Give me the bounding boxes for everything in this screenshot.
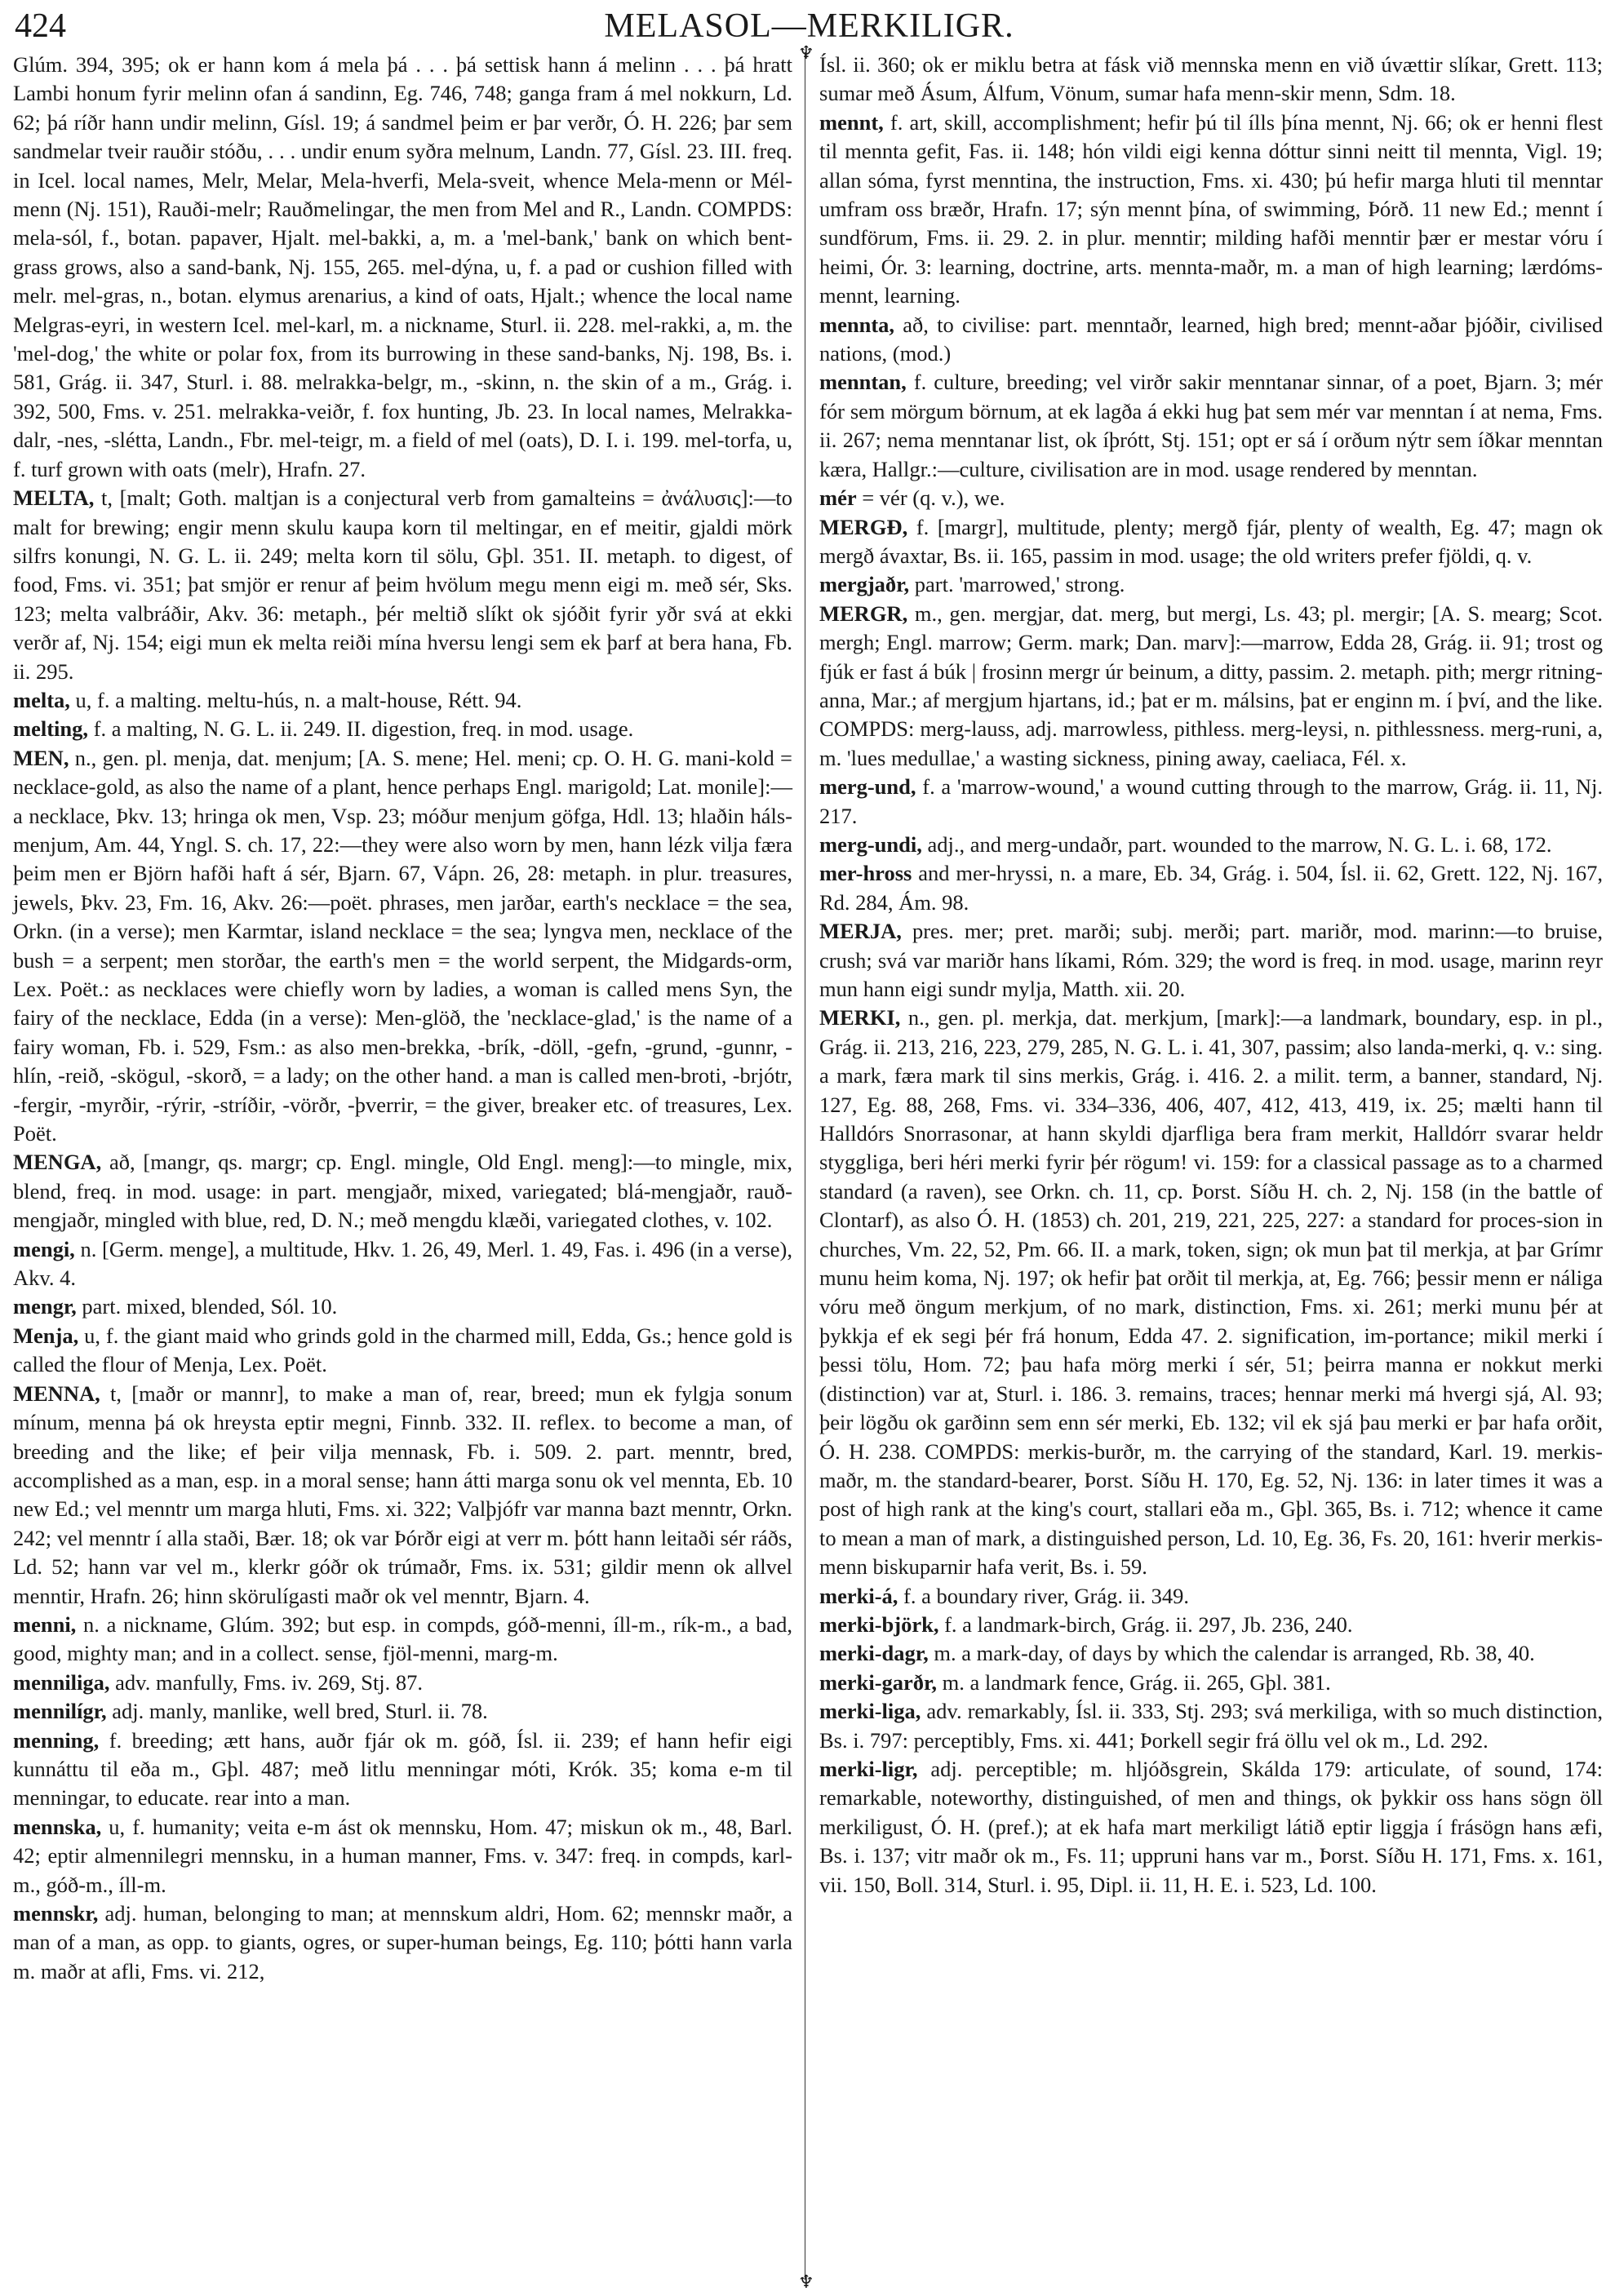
entry-headword: MERGÐ,	[819, 514, 908, 539]
entry-headword: mennilígr,	[13, 1699, 107, 1724]
dictionary-entry	[13, 1380, 792, 1611]
dictionary-entry	[13, 686, 792, 715]
entry-headword: mennska,	[13, 1814, 102, 1839]
entry-definition: að, [mangr, qs. margr; cp. Engl. mingle, Old Engl. meng]:—to mingle, mix, blend, freq. in mod. usage: in part. mengjaðr, mixed, variegated; blá-mengjaðr, rauð-mengjaðr, mingled with blue, red, D. N.; með mengdu klæði, variegated clothes, v. 102.	[13, 1150, 792, 1233]
dictionary-entry	[13, 1899, 792, 1986]
entry-headword: Menja,	[13, 1323, 79, 1348]
divider-ornament-icon: ♆	[798, 42, 814, 63]
entry-headword: menning,	[13, 1727, 100, 1753]
entry-definition: part. 'marrowed,' strong.	[909, 572, 1125, 597]
dictionary-entry	[13, 1813, 792, 1899]
entry-definition: f. a 'marrow-wound,' a wound cutting through to the marrow, Grág. ii. 11, Nj. 217.	[819, 774, 1603, 828]
entry-definition: adv. remarkably, Ísl. ii. 333, Stj. 293; svá merkiliga, with so much distinction, Bs. i. 797: perceptibly, Fms. xi. 441; Þorkell segir frá öllu vel ok m., Ld. 292.	[819, 1699, 1603, 1753]
entry-headword: MERJA,	[819, 919, 902, 944]
dictionary-entry	[13, 51, 792, 484]
entry-definition: and mer-hryssi, n. a mare, Eb. 34, Grág. i. 504, Ísl. ii. 62, Grett. 122, Nj. 167, Rd. 284, Ám. 98.	[819, 861, 1603, 915]
entry-headword: menniliga,	[13, 1669, 110, 1695]
entry-headword: menni,	[13, 1611, 77, 1637]
entry-headword: merki-liga,	[819, 1699, 921, 1724]
entry-definition: f. breeding; ætt hans, auðr fjár ok m. góð, Ísl. ii. 239; ef hann hefir eigi kunnáttu til eða m., Gþl. 487; með litlu menningar móti, Krók. 35; koma e-m til menningar, to educate. rear into a man.	[13, 1727, 792, 1811]
dictionary-entry	[819, 1004, 1603, 1581]
entry-headword: MERGR,	[819, 601, 908, 626]
right-column	[819, 51, 1603, 1899]
entry-definition: m. a mark-day, of days by which the calendar is arranged, Rb. 38, 40.	[928, 1641, 1535, 1666]
entry-definition: pres. mer; pret. marði; subj. merði; part. mariðr, mod. marinn:—to bruise, crush; svá var mariðr hans líkami, Róm. 329; the word is freq. in mod. usage, marinn reyr mun hann eigi sundr mylja, Matth. xii. 20.	[819, 919, 1603, 1001]
entry-definition: f. culture, breeding; vel virðr sakir menntanar sinnar, of a poet, Bjarn. 3; mér fór sem mörgum börnum, at ek lagða á ekki hug þat sem mér var menntan í at nema, Fms. ii. 267; nema menntanar list, ok íþrótt, Stj. 151; opt er sá í orðum nýtr sem íðkar menntan kæra, Hallgr.:—culture, civilisation are in mod. usage rendered by menntan.	[819, 370, 1603, 481]
dictionary-entry	[819, 513, 1603, 571]
dictionary-entry	[819, 917, 1603, 1004]
left-column	[13, 51, 792, 1986]
entry-definition: n. [Germ. menge], a multitude, Hkv. 1. 26, 49, Merl. 1. 49, Fas. i. 496 (in a verse), Akv. 4.	[13, 1236, 792, 1291]
dictionary-entry	[819, 570, 1603, 599]
dictionary-entry	[819, 831, 1603, 859]
dictionary-entry	[13, 715, 792, 743]
dictionary-entry	[13, 1669, 792, 1697]
entry-headword: MENGA,	[13, 1150, 102, 1175]
dictionary-entry	[819, 368, 1603, 484]
entry-definition: u, f. the giant maid who grinds gold in the charmed mill, Edda, Gs.; hence gold is called the flour of Menja, Lex. Poët.	[13, 1323, 792, 1377]
dictionary-entry	[819, 484, 1603, 512]
entry-definition: m. a landmark fence, Grág. ii. 265, Gþl. 381.	[937, 1669, 1331, 1695]
entry-definition: Glúm. 394, 395; ok er hann kom á mela þá . . . þá settisk hann á melinn . . . þá hratt Lambi honum fyrir melinn ofan á sandinn, Eg. 746, 748; ganga fram á mel nokkurn, Ld. 62; þá ríðr hann undir melinn, Gísl. 19; á sandmel þeim er þar verðr, Ó. H. 226; þar sem sandmelar tveir rauðir stóðu, . . . undir enum syðra melnum, Landn. 77, Gísl. 23. III. freq. in Icel. local names, Melr, Melar, Mela-hverfi, Mela-sveit, whence Mela-menn or Mél-menn (Nj. 151), Rauði-melr; Rauðmelingar, the men from Mel and R., Landn. COMPDS: mela-sól, f., botan. papaver, Hjalt. mel-bakki, a, m. a 'mel-bank,' bank on which bent-grass grows, also a sand-bank, Nj. 155, 265. mel-dýna, u, f. a pad or cushion filled with melr. mel-gras, n., botan. elymus arenarius, a kind of oats, Hjalt.; whence the local name Melgras-eyri, in western Icel. mel-karl, m. a nickname, Sturl. ii. 228. mel-rakki, a, m. the 'mel-dog,' the white or polar fox, from its burrowing in these sand-banks, Nj. 198, Bs. i. 581, Grág. ii. 347, Sturl. i. 88. melrakka-belgr, m., -skinn, n. the skin of a m., Grág. i. 392, 500, Fms. v. 251. melrakka-veiðr, f. fox hunting, Jb. 23. In local names, Melrakka-dalr, -nes, -slétta, Landn., Fbr. mel-teigr, m. a field of mel (oats), D. I. i. 199. mel-torfa, u, f. turf grown with oats (melr), Hrafn. 27.	[13, 52, 792, 481]
entry-definition: t, [maðr or mannr], to make a man of, rear, breed; mun ek fylgja sonum mínum, menna þá ok hreysta eptir megni, Finnb. 332. II. reflex. to become a man, of breeding and the like; ef þeir vilja mennask, Fb. i. 509. 2. part. menntr, bred, accomplished as a man, esp. in a moral sense; hann átti marga sonu ok vel mennta, Eb. 10 new Ed.; vel menntr um marga hluti, Fms. xi. 322; Valþjófr var manna bazt menntr, Orkn. 242; vel menntr í alla staði, Bær. 18; ok var Þórðr eigi at verr m. þótt hann leitaði sér ráðs, Ld. 52; hann var vel m., klerkr góðr ok trúmaðr, Fms. ix. 531; gildir menn ok allvel menntir, Hrafn. 26; hinn skörulígasti maðr ok vel menntr, Bjarn. 4.	[13, 1381, 792, 1608]
dictionary-entry	[819, 1639, 1603, 1668]
entry-definition: = vér (q. v.), we.	[856, 485, 1005, 511]
entry-definition: n., gen. pl. merkja, dat. merkjum, [mark]:—a landmark, boundary, esp. in pl., Grág. ii. 213, 216, 223, 279, 285, N. G. L. i. 41, 307, passim; also landa-merki, q. v.: sing. a mark, færa mark til sins merkis, Grág. i. 416. 2. a milit. term, a banner, standard, Nj. 127, Eg. 88, 268, Fms. vi. 334–336, 406, 407, 412, 413, 419, ix. 25; mælti hann til Halldórs Snorrasonar, at hann skyldi djarfliga bera fram merkit, Halldórr svarar heldr styggliga, beri héri merki fyrir þér rögum! vi. 159: for a classical passage as to a charmed standard (a raven), see Orkn. ch. 11, cp. Þorst. Síðu H. ch. 2, Nj. 158 (in the battle of Clontarf), as also Ó. H. (1853) ch. 201, 219, 221, 225, 227: a standard for proces-sion in churches, Vm. 22, 52, Pm. 66. II. a mark, token, sign; ok mun þat til merkja, at þar Grímr munu heim koma, Nj. 197; ok hefir þat orðit til merkja, at, Eg. 766; þessir menn er náliga vóru með öngum merkjum, of no mark, distinction, Fms. xi. 261; merki munu þér at þykkja ef ek segi þér frá honum, Edda 47. 2. signification, im-portance; mikil merki í þessi tölu, Hom. 72; þau hafa mörg merki í sér, 51; þeirra manna er nokkut merki (distinction) var at, Sturl. i. 186. 3. remains, traces; hennar merki má hvergi sjá, Al. 93; þeir lögðu ok garðinn sem enn sér merki, Eb. 132; vil ek sjá þau merki er þar hafa orðit, Ó. H. 238. COMPDS: merkis-burðr, m. the carrying of the standard, Karl. 19. merkis-maðr, m. the standard-bearer, Þorst. Síðu H. 170, Eg. 52, Nj. 136: in later times it was a post of high rank at the king's court, stallari eða m., Gþl. 365, Bs. i. 712; whence it came to mean a man of mark, a distinguished person, Ld. 10, Eg. 36, Fs. 20, 161: hverir merkis-menn biskuparnir hafa verit, Bs. i. 59.	[819, 1005, 1603, 1580]
entry-definition: að, to civilise: part. menntaðr, learned, high bred; mennt-aðar þjóðir, civilised nations, (mod.)	[819, 312, 1603, 366]
entry-headword: melting,	[13, 716, 88, 742]
entry-definition: f. a boundary river, Grág. ii. 349.	[898, 1583, 1189, 1608]
dictionary-entry	[13, 1292, 792, 1321]
entry-headword: mer-hross	[819, 861, 912, 886]
dictionary-entry	[819, 1582, 1603, 1611]
entry-definition: u, f. a malting. meltu-hús, n. a malt-house, Rétt. 94.	[69, 687, 522, 712]
entry-definition: Ísl. ii. 360; ok er miklu betra at fásk við mennska menn en við úvættir slíkar, Grett. 113; sumar með Ásum, Álfum, Vönum, sumar hafa menn-skir menn, Sdm. 18.	[819, 52, 1603, 106]
page-header	[15, 7, 1604, 47]
entry-headword: merg-und,	[819, 774, 916, 800]
dictionary-entry	[819, 600, 1603, 773]
dictionary-entry	[13, 1148, 792, 1234]
dictionary-entry	[13, 1322, 792, 1380]
entry-definition: n. a nickname, Glúm. 392; but esp. in compds, góð-menni, íll-m., rík-m., a bad, good, mighty man; and in a collect. sense, fjöl-menni, marg-m.	[13, 1611, 792, 1666]
divider-ornament-icon: ♆	[798, 2272, 814, 2292]
entry-headword: merki-dagr,	[819, 1641, 929, 1666]
dictionary-entry	[13, 484, 792, 686]
entry-definition: adj., and merg-undaðr, part. wounded to the marrow, N. G. L. i. 68, 172.	[921, 831, 1552, 857]
entry-definition: m., gen. mergjar, dat. merg, but mergi, Ls. 43; pl. mergir; [A. S. mearg; Scot. mergh; Engl. marrow; Germ. mark; Dan. marv]:—marrow, Edda 28, Grág. ii. 91; trost og fjúk er fast á búk | frosinn mergr úr beinum, a ditty, passim. 2. metaph. pith; mergr ritning-anna, Mar.; af mergjum hjartans, id.; þat er m. málsins, þat er enginn m. í því, and the like. COMPDS: merg-lauss, adj. marrowless, pithless. merg-leysi, n. pithlessness. merg-runi, a, m. 'lues medullae,' a wasting sickness, pining away, caeliaca, Fél. x.	[819, 601, 1603, 770]
entry-headword: mennskr,	[13, 1901, 99, 1926]
entry-headword: MELTA,	[13, 485, 95, 511]
page-number: 424	[15, 7, 66, 45]
entry-headword: mennta,	[819, 312, 895, 337]
entry-definition: n., gen. pl. menja, dat. menjum; [A. S. mene; Hel. meni; cp. O. H. G. mani-kold = necklace-gold, as also the name of a plant, hence perhaps Engl. marigold; Lat. monile]:—a necklace, Þkv. 13; hringa ok men, Vsp. 23; móður menjum göfga, Hdl. 13; hlaðin háls-menjum, Am. 44, Yngl. S. ch. 17, 22:—they were also worn by men, hann lézk vilja færa þeim men er Björn hafði haft á sér, Bjarn. 67, Vápn. 26, 28: metaph. in plur. treasures, jewels, Þkv. 23, Fm. 16, Akv. 26:—poët. phrases, men jarðar, earth's necklace = the sea, Orkn. (in a verse); men Karmtar, island necklace = the sea; lyngva men, necklace of the bush = a serpent; men storðar, the earth's men = the world serpent, the Midgards-orm, Lex. Poët.: as necklaces were chiefly worn by ladies, a woman is called mens Syn, the fairy of the necklace, Edda (in a verse): Men-glöð, the 'necklace-glad,' is the name of a fairy woman, Fb. i. 529, Fsm.: as also men-brekka, -brík, -döll, -gefn, -grund, -gunnr, -hlín, -reið, -skögul, -skorð, = a lady; on the other hand. a man is called men-broti, -brjótr, -fergir, -myrðir, -rýrir, -stríðir, -vörðr, -þverrir, = the giver, breaker etc. of treasures, Lex. Poët.	[13, 745, 792, 1146]
dictionary-entry	[13, 1697, 792, 1726]
dictionary-entry	[13, 1611, 792, 1669]
entry-headword: merg-undi,	[819, 831, 922, 857]
dictionary-entry	[819, 859, 1603, 917]
entry-headword: merki-garðr,	[819, 1669, 937, 1695]
dictionary-entry	[819, 51, 1603, 109]
dictionary-entry	[819, 1697, 1603, 1755]
entry-headword: MERKI,	[819, 1005, 901, 1031]
dictionary-entry	[819, 109, 1603, 311]
entry-definition: part. mixed, blended, Sól. 10.	[76, 1294, 338, 1319]
dictionary-entry	[13, 1726, 792, 1813]
entry-headword: merki-björk,	[819, 1611, 939, 1637]
entry-definition: f. a malting, N. G. L. ii. 249. II. digestion, freq. in mod. usage.	[88, 716, 634, 742]
entry-headword: mennt,	[819, 109, 884, 135]
entry-definition: t, [malt; Goth. maltjan is a conjectural verb from gamalteins = ἀνάλυσις]:—to malt for brewing; engir menn skulu kaupa korn til meltingar, en ef meitir, gjaldi mörk silfrs konungi, N. G. L. ii. 249; melta korn til sölu, Gþl. 351. II. metaph. to digest, of food, Fms. vi. 351; þat smjör er renur af þeim hvölum megu menn eigi m. með sér, Sks. 123; melta valbráðir, Akv. 36: metaph., þér meltið slíkt ok sjóðit fyrir yðr svá at ekki verðr af, Nj. 154; eigi mun ek melta reiði mína hversu lengi sem ek þarf at bera hana, Fb. ii. 295.	[13, 485, 792, 684]
entry-headword: mengi,	[13, 1236, 75, 1261]
dictionary-entry	[819, 1669, 1603, 1697]
entry-headword: merki-ligr,	[819, 1756, 918, 1781]
entry-headword: MENNA,	[13, 1381, 100, 1406]
entry-headword: mergjaðr,	[819, 572, 910, 597]
dictionary-entry	[819, 1611, 1603, 1639]
entry-headword: mér	[819, 485, 857, 511]
entry-headword: MEN,	[13, 745, 69, 770]
entry-definition: u, f. humanity; veita e-m ást ok mennsku, Hom. 47; miskun ok m., 48, Barl. 42; eptir almennilegri mennsku, in a human manner, Fms. v. 347: freq. in compds, karl-m., góð-m., íll-m.	[13, 1814, 792, 1897]
entry-definition: adj. manly, manlike, well bred, Sturl. ii. 78.	[106, 1699, 488, 1724]
page-title: MELASOL—MERKILIGR.	[604, 7, 1014, 45]
entry-headword: melta,	[13, 687, 70, 712]
entry-definition: adj. perceptible; m. hljóðsgrein, Skálda 179: articulate, of sound, 174: remarkable, noteworthy, distinguished, of men and things, ok þykkir oss hans sögn öll merkiligust, Ó. H. (pref.); at ek hafa mart merkiligt látið eptir liggja í frásögn hans æfi, Bs. i. 137; vitr maðr ok m., Fs. 11; uppruni hans var m., Þorst. Síðu H. 171, Fms. x. 161, vii. 150, Boll. 314, Sturl. i. 95, Dipl. ii. 11, H. E. i. 523, Ld. 100.	[819, 1756, 1603, 1897]
dictionary-entry	[819, 311, 1603, 369]
entry-headword: menntan,	[819, 370, 907, 395]
entry-definition: adj. human, belonging to man; at mennskum aldri, Hom. 62; mennskr maðr, a man of a man, as opp. to giants, ogres, or super-human beings, Eg. 110; þótti hann varla m. maðr at afli, Fms. vi. 212,	[13, 1901, 792, 1984]
dictionary-entry	[819, 773, 1603, 831]
dictionary-entry	[13, 744, 792, 1149]
dictionary-entry	[819, 1755, 1603, 1899]
entry-definition: adv. manfully, Fms. iv. 269, Stj. 87.	[109, 1669, 424, 1695]
dictionary-entry	[13, 1235, 792, 1293]
entry-definition: f. [margr], multitude, plenty; mergð fjár, plenty of wealth, Eg. 47; magn ok mergð ávaxtar, Bs. ii. 165, passim in mod. usage; the old writers prefer fjöldi, q. v.	[819, 514, 1603, 568]
entry-headword: merki-á,	[819, 1583, 898, 1608]
entry-headword: mengr,	[13, 1294, 77, 1319]
entry-definition: f. a landmark-birch, Grág. ii. 297, Jb. 236, 240.	[938, 1611, 1353, 1637]
entry-definition: f. art, skill, accomplishment; hefir þú til ílls þína mennt, Nj. 66; ok er henni flest til mennta gefit, Fas. ii. 148; hón vildi eigi kenna dóttur sinni neitt til mennta, Vigl. 19; allan sóma, fyrst menntina, the instruction, Fms. xi. 430; þú hefir marga hluti til menntar umfram oss bræðr, Hrafn. 17; sýn mennt þína, of swimming, Þórð. 11 new Ed.; mennt í sundförum, Fms. ii. 29. 2. in plur. menntir; milding hafði menntir þær er mestar vóru í heimi, Ór. 3: learning, doctrine, arts. mennta-maðr, m. a man of high learning; lærdóms-mennt, learning.	[819, 109, 1603, 308]
